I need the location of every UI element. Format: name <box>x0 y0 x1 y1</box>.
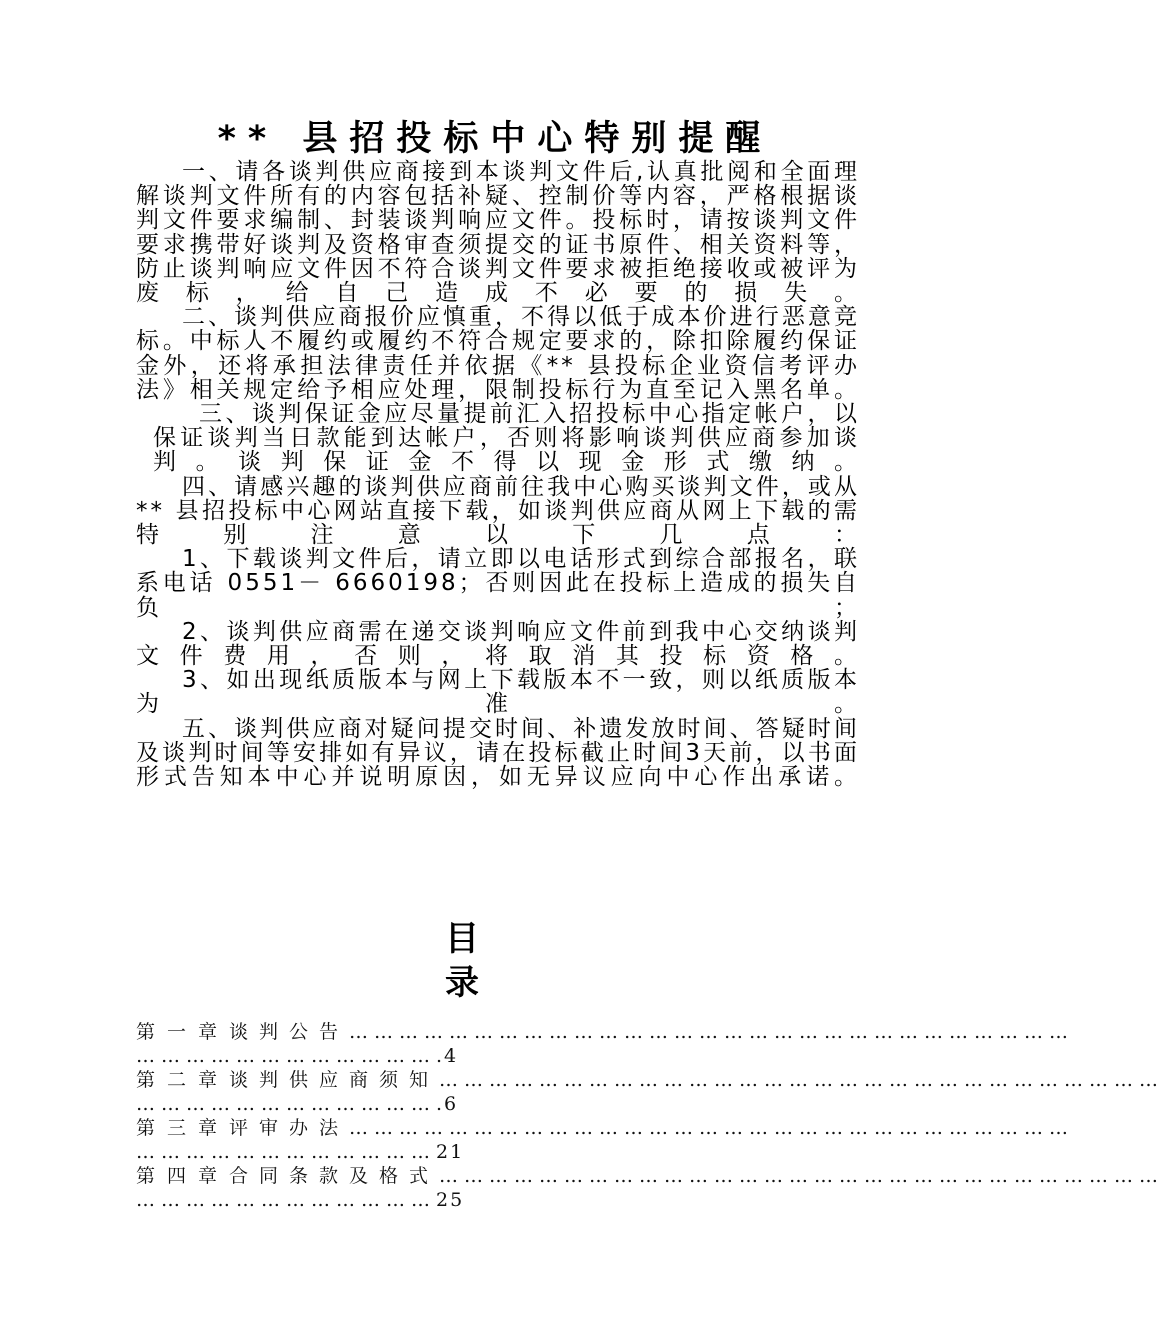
toc-leader-dots: …………………………………………………………………………… <box>349 1021 1075 1043</box>
notice-paragraph-5: 五、谈判供应商对疑问提交时间、补遗发放时间、答疑时间及谈判时间等安排如有异议，请在投标截止时间3天前，以书面形式告知本中心并说明原因，如无异议应向中心作出承诺。 <box>136 715 860 791</box>
toc-entry[interactable] <box>136 1068 1164 1116</box>
toc-chapter: 第一章 <box>136 1021 230 1043</box>
toc-chapter-name: 谈判供应商须知 <box>229 1069 440 1091</box>
toc-chapter-name: 合同条款及格式 <box>229 1165 440 1187</box>
toc-leader-dots: ……………………………… <box>136 1045 436 1067</box>
toc-leader-dots: ……………………………… <box>136 1189 436 1211</box>
toc-leader-dots: ……………………………… <box>136 1141 436 1163</box>
toc-title: 目 录 <box>445 919 559 1003</box>
notice-paragraph-3: 三、谈判保证金应尽量提前汇入招投标中心指定帐户，以保证谈判当日款能到达帐户，否则将影响谈判供应商参加谈判。谈判保证金不得以现金形式缴纳。 <box>153 401 860 476</box>
notice-paragraph-1: 一、请各谈判供应商接到本谈判文件后,认真批阅和全面理解谈判文件所有的内容包括补疑、控制价等内容，严格根据谈判文件要求编制、封装谈判响应文件。投标时，请按谈判文件要求携带好谈判及资格审查须提交的证书原件、相关资料等，防止谈判响应文件因不符合谈判文件要求被拒绝接收或被评为废标，给自己造成不必要的损失。 <box>136 159 860 307</box>
toc-chapter: 第四章 <box>136 1165 230 1187</box>
toc-leader-dots: …………………………………………………………………………… <box>349 1117 1075 1139</box>
toc-entry[interactable] <box>136 1020 1075 1068</box>
toc-chapter: 第二章 <box>136 1069 230 1091</box>
toc-entry[interactable] <box>136 1116 1075 1164</box>
page-title: ** 县招投标中心特别提醒 <box>217 119 773 159</box>
toc-page-number: 25 <box>436 1189 465 1211</box>
notice-body <box>136 160 860 789</box>
notice-item-3: 3、如出现纸质版本与网上下载版本不一致，则以纸质版本为准。 <box>136 667 860 718</box>
toc-leader-dots: …………………………………………………………………………… <box>439 1165 1164 1187</box>
toc-page-number: 21 <box>436 1141 465 1163</box>
notice-paragraph-2: 二、谈判供应商报价应慎重，不得以低于成本价进行恶意竞标。中标人不履约或履约不符合规定要求的，除扣除履约保证金外，还将承担法律责任并依据《** 县投标企业资信考评办法》相关规定给予相应处理，限制投标行为直至记入黑名单。 <box>136 304 860 403</box>
toc-page-number: .4 <box>436 1045 459 1067</box>
notice-paragraph-4: 四、请感兴趣的谈判供应商前往我中心购买谈判文件，或从 ** 县招投标中心网站直接下载，如谈判供应商从网上下载的需特别注意以下几点： <box>136 473 860 549</box>
toc-leader-dots: …………………………………………………………………………… <box>439 1069 1164 1091</box>
toc-chapter-name: 谈判公告 <box>229 1021 350 1043</box>
table-of-contents <box>136 1020 1164 1212</box>
toc-leader-dots: ……………………………… <box>136 1093 436 1115</box>
toc-page-number: .6 <box>436 1093 459 1115</box>
toc-chapter: 第三章 <box>136 1117 230 1139</box>
notice-item-1: 1、下载谈判文件后，请立即以电话形式到综合部报名，联系电话 0551－ 6660198；否则因此在投标上造成的损失自负； <box>136 546 860 621</box>
toc-chapter-name: 评审办法 <box>229 1117 350 1139</box>
toc-entry[interactable] <box>136 1164 1164 1212</box>
notice-item-2: 2、谈判供应商需在递交谈判响应文件前到我中心交纳谈判文件费用，否则，将取消其投标资格。 <box>136 618 860 670</box>
